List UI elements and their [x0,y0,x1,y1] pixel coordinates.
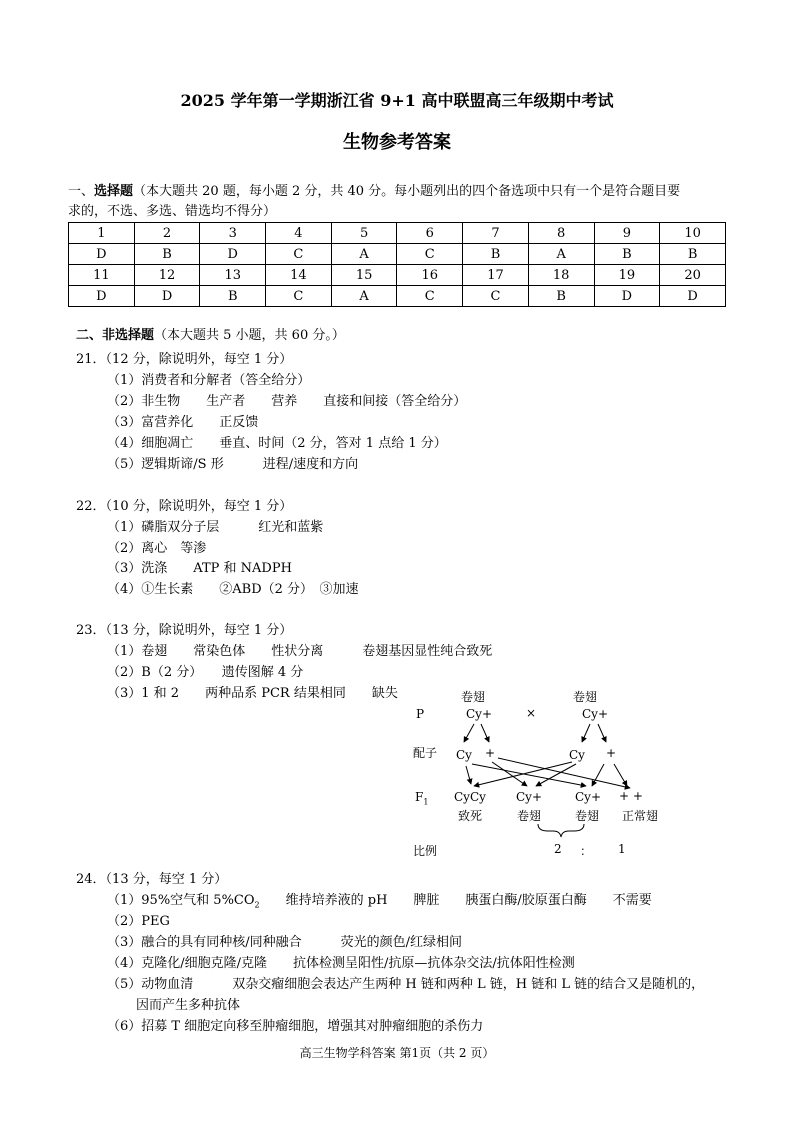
parent1-genotype: Cy+ [466,707,493,721]
table-cell: C [397,286,463,307]
table-cell: 13 [200,265,266,286]
q24-line-3: （3）融合的具有同种核/同种融合 荧光的颜色/红绿相间 [107,935,463,950]
parent1-phenotype: 卷翅 [461,690,486,704]
ratio-row-label: 比例 [413,844,438,858]
offspring2-genotype: Cy+ [516,790,543,804]
table-cell: 3 [200,223,266,244]
table-cell: 7 [463,223,529,244]
section1-prefix: 一、 [68,184,95,199]
section1-heading: 选择题 [94,184,134,199]
q24-line-5: （5）动物血清 双杂交瘤细胞会表达产生两种 H 链和两种 L 链，H 链和 L 链的结合又是随机的， [107,977,705,992]
ratio-value-b: 1 [618,842,626,856]
table-cell: 4 [266,223,332,244]
parent2-genotype: Cy+ [582,707,609,721]
f1-subscript: 1 [423,797,429,807]
parent2-phenotype: 卷翅 [573,690,598,704]
arrow-p2-to-plus [598,724,606,742]
q24-line-1 [107,891,652,916]
table-cell: 2 [134,223,200,244]
table-cell: A [331,244,397,265]
table-cell: C [266,286,332,307]
q24-line-6: （6）招募 T 细胞定向移至肿瘤细胞，增强其对肿瘤细胞的杀伤力 [107,1019,484,1034]
arrow-plus2-to-plusplus [614,764,627,786]
arrow-p1-to-plus [481,724,489,742]
ratio-brace [538,824,584,837]
q22-line-3: （3）洗涤 ATP 和 NADPH [107,561,292,576]
gamete-plus-1: + [485,746,496,760]
section2-desc: （本大题共 5 小题，共 60 分。） [154,328,345,343]
q24-line-5-cont: 因而产生多种抗体 [136,998,241,1013]
table-cell: 5 [331,223,397,244]
q22-line-2: （2）离心 等渗 [107,541,207,556]
table-cell: B [594,244,660,265]
table-cell: 18 [528,265,594,286]
table-cell: 19 [594,265,660,286]
q23-line-3: （3）1 和 2 两种品系 PCR 结果相同 缺失 [107,686,398,701]
table-cell: B [200,286,266,307]
arrow-cy1-to-cycy [466,766,471,784]
q24-line-4: （4）克隆化/细胞克隆/克隆 抗体检测呈阳性/抗原—抗体杂交法/抗体阳性检测 [107,956,575,971]
table-cell: D [660,286,726,307]
section2-heading: 二、非选择题 [76,328,155,343]
offspring3-phenotype: 卷翅 [575,809,600,823]
table-cell: 10 [660,223,726,244]
table-cell: 12 [134,265,200,286]
offspring1-phenotype: 致死 [458,809,483,823]
section1-desc-1: （本大题共 20 题，每小题 2 分，共 40 分。每小题列出的四个备选项中只有一个是符合题目要 [133,184,681,199]
offspring4-genotype: + + [619,789,643,803]
offspring3-genotype: Cy+ [575,790,602,804]
gamete-cy-1: Cy [456,748,472,762]
page-footer: 高三生物学科答案 第1页（共 2 页） [299,1046,495,1060]
f1-letter: F [415,790,424,804]
table-cell: 9 [594,223,660,244]
offspring4-phenotype: 正常翅 [622,809,659,823]
q22-line-4: （4）①生长素 ②ABD（2 分） ③加速 [107,582,359,597]
arrow-p1-to-cy [464,724,474,742]
page-title: 2025 学年第一学期浙江省 9+1 高中联盟高三年级期中考试 [180,91,614,110]
offspring2-phenotype: 卷翅 [517,809,542,823]
table-cell: 11 [69,265,135,286]
gamete-plus-2: + [606,746,617,760]
section1-desc-2: 求的，不选、多选、错选均不得分） [68,204,277,219]
gamete-row-label: 配子 [413,746,438,760]
table-cell: B [134,244,200,265]
q24-line-1-post: 维持培养液的 pH 脾脏 胰蛋白酶/胶原蛋白酶 不需要 [259,893,652,908]
table-cell: 8 [528,223,594,244]
co2-subscript: 2 [254,900,260,910]
q21-line-4: （4）细胞凋亡 垂直、时间（2 分，答对 1 点给 1 分） [107,436,447,451]
table-cell: D [594,286,660,307]
q22-head: 22．（10 分，除说明外，每空 1 分） [76,499,293,514]
q21-line-3: （3）富营养化 正反馈 [107,415,259,430]
table-cell: 15 [331,265,397,286]
table-cell: D [69,244,135,265]
q23-line-1: （1）卷翅 常染色体 性状分离 卷翅基因显性纯合致死 [107,644,493,659]
offspring1-genotype: CyCy [454,790,486,804]
table-cell: 1 [69,223,135,244]
table-cell: 16 [397,265,463,286]
q21-line-2: （2）非生物 生产者 营养 直接和间接（答全给分） [107,394,467,409]
table-cell: D [134,286,200,307]
table-cell: 6 [397,223,463,244]
table-cell: C [266,244,332,265]
q21-head: 21．（12 分，除说明外，每空 1 分） [76,352,293,367]
page-subtitle: 生物参考答案 [343,132,451,153]
table-cell: A [528,244,594,265]
cross-symbol: × [526,706,537,720]
q24-head: 24．（13 分，每空 1 分） [76,872,228,887]
table-cell: C [397,244,463,265]
p-row-label: P [416,707,425,721]
q21-line-1: （1）消费者和分解者（答全给分） [107,373,311,388]
table-cell: B [463,244,529,265]
arrow-plus2-to-cyplus2 [592,764,604,786]
ratio-value-a: 2 [554,842,562,856]
table-cell: 17 [463,265,529,286]
ratio-colon: ： [580,844,593,858]
q23-line-2: （2）B（2 分） 遗传图解 4 分 [107,665,304,680]
table-cell: 20 [660,265,726,286]
table-cell: D [200,244,266,265]
q21-line-5: （5）逻辑斯谛/S 形 进程/速度和方向 [107,457,359,472]
q23-head: 23．（13 分，除说明外，每空 1 分） [76,623,293,638]
table-cell: A [331,286,397,307]
table-cell: B [528,286,594,307]
table-cell: B [660,244,726,265]
arrow-p2-to-cy [582,724,590,742]
q24-line-2: （2）PEG [107,914,170,929]
q24-line-1-pre: （1）95%空气和 5%CO [107,893,255,908]
table-cell: D [69,286,135,307]
gamete-cy-2: Cy [569,748,585,762]
table-cell: 14 [266,265,332,286]
table-cell: C [463,286,529,307]
q22-line-1: （1）磷脂双分子层 红光和蓝紫 [107,520,324,535]
